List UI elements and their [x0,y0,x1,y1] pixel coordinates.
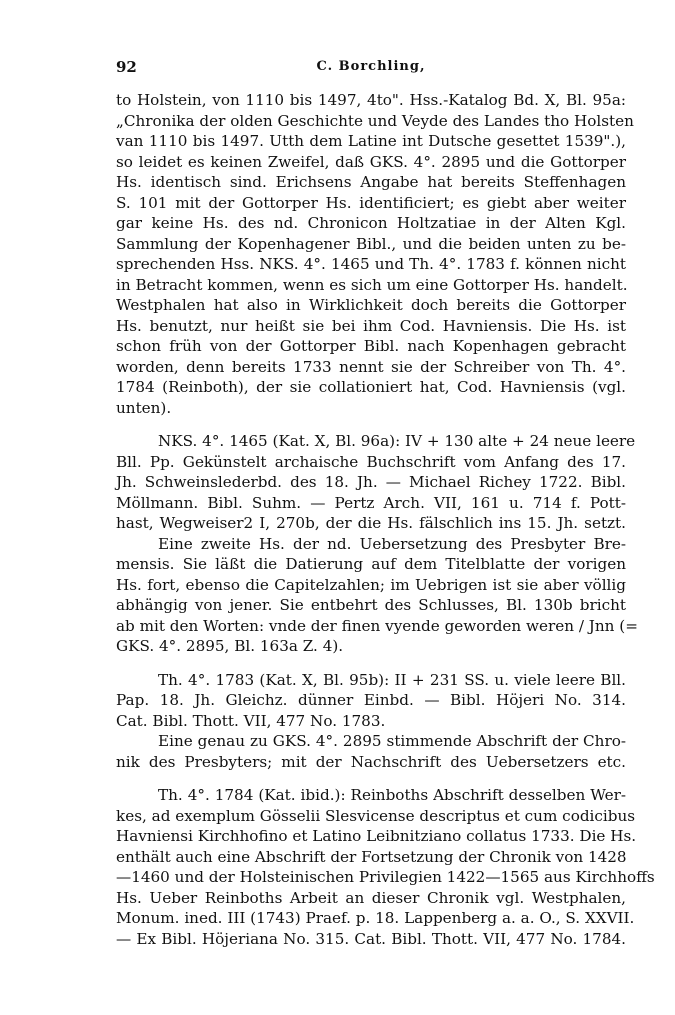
text-line: Sammlung der Kopenhagener Bibl., und die beiden unten zu be- [116,234,626,253]
text-line: so leidet es keinen Zweifel, daß GKS. 4°. 2895 und die Gottorper [116,152,626,171]
text-line: S. 101 mit der Gottorper Hs. identificiert; es giebt aber weiter [116,193,626,212]
paragraph-gap [116,772,626,785]
body-text [116,90,655,949]
text-line: Cat. Bibl. Thott. VII, 477 No. 1783. [116,711,386,730]
text-line: NKS. 4°. 1465 (Kat. X, Bl. 96a): IV + 130 alte + 24 neue leere [158,432,636,450]
text-line: Eine zweite Hs. der nd. Uebersetzung des Presbyter Bre- [158,534,626,553]
text-line: Pap. 18. Jh. Gleichz. dünner Einbd. — Bibl. Höjeri No. 314. [116,691,626,709]
text-line: Hs. identisch sind. Erichsens Angabe hat bereits Steffenhagen [116,173,626,191]
text-line: Hs. fort, ebenso die Capitelzahlen; im Uebrigen ist sie aber völlig [116,575,626,594]
page-number: 92 [116,58,137,76]
text-line: hast, Wegweiser2 I, 270b, der die Hs. fälschlich ins 15. Jh. setzt. [116,514,626,532]
text-line: 1784 (Reinboth), der sie collationiert hat, Cod. Havniensis (vgl. [116,378,626,396]
text-line: worden, denn bereits 1733 nennt sie der Schreiber von Th. 4°. [116,357,626,376]
paragraph [116,785,655,949]
text-line: Möllmann. Bibl. Suhm. — Pertz Arch. VII, 161 u. 714 f. Pott- [116,493,626,512]
text-line: van 1110 bis 1497. Utth dem Latine int Dutsche gesettet 1539".), [116,132,626,150]
paragraph [116,670,626,773]
text-line: Th. 4°. 1784 (Kat. ibid.): Reinboths Abschrift desselben Wer- [158,786,626,804]
running-head: C. Borchling, [316,59,426,74]
paragraph-gap [116,418,626,431]
text-line: Havniensi Kirchhofino et Latino Leibnitziano collatus 1733. Die Hs. [116,827,637,845]
text-line: „Chronika der olden Geschichte und Veyde des Landes tho Holsten [116,111,634,130]
text-line: nik des Presbyters; mit der Nachschrift des Uebersetzers etc. [116,752,626,771]
text-line: Th. 4°. 1783 (Kat. X, Bl. 95b): II + 231 SS. u. viele leere Bll. [158,670,626,689]
text-line: schon früh von der Gottorper Bibl. nach Kopenhagen gebracht [116,337,626,355]
text-line: Monum. ined. III (1743) Praef. p. 18. Lappenberg a. a. O., S. XXVII. [116,909,635,927]
text-line: kes, ad exemplum Gösselii Slesvicense descriptus et cum codicibus [116,806,636,825]
text-line: Westphalen hat also in Wirklichkeit doch bereits die Gottorper [116,296,626,314]
text-line: unten). [116,398,172,417]
text-line: — Ex Bibl. Höjeriana No. 315. Cat. Bibl. Thott. VII, 477 No. 1784. [116,929,626,948]
paragraph-gap [116,657,626,670]
text-line: enthält auch eine Abschrift der Fortsetzung der Chronik von 1428 [116,847,627,866]
paragraph [116,90,634,418]
text-line: —1460 und der Holsteinischen Privilegien 1422—1565 aus Kirchhoffs [116,868,655,886]
text-line: abhängig von jener. Sie entbehrt des Schlusses, Bl. 130b bricht [116,596,626,614]
text-line: Jh. Schweinslederbd. des 18. Jh. — Michael Richey 1722. Bibl. [116,473,626,491]
text-line: Bll. Pp. Gekünstelt archaische Buchschrift vom Anfang des 17. [116,452,626,471]
text-line: Hs. Ueber Reinboths Arbeit an dieser Chronik vgl. Westphalen, [116,888,626,907]
text-line: gar keine Hs. des nd. Chronicon Holtzatiae in der Alten Kgl. [116,214,626,232]
text-line: Eine genau zu GKS. 4°. 2895 stimmende Abschrift der Chro- [158,732,626,750]
text-line: Hs. benutzt, nur heißt sie bei ihm Cod. Havniensis. Die Hs. ist [116,316,626,335]
page [116,58,655,949]
text-line: sprechenden Hss. NKS. 4°. 1465 und Th. 4°. 1783 f. können nicht [116,255,626,273]
text-line: mensis. Sie läßt die Datierung auf dem Titelblatte der vorigen [116,555,626,573]
text-line: GKS. 4°. 2895, Bl. 163a Z. 4). [116,637,344,655]
text-line: to Holstein, von 1110 bis 1497, 4to". Hss.-Katalog Bd. X, Bl. 95a: [116,91,626,109]
text-line: ab mit den Worten: vnde der finen vyende geworden weren / Jnn (= [116,616,638,635]
paragraph [116,431,638,657]
page-header [116,58,626,82]
text-line: in Betracht kommen, wenn es sich um eine Gottorper Hs. handelt. [116,275,628,294]
